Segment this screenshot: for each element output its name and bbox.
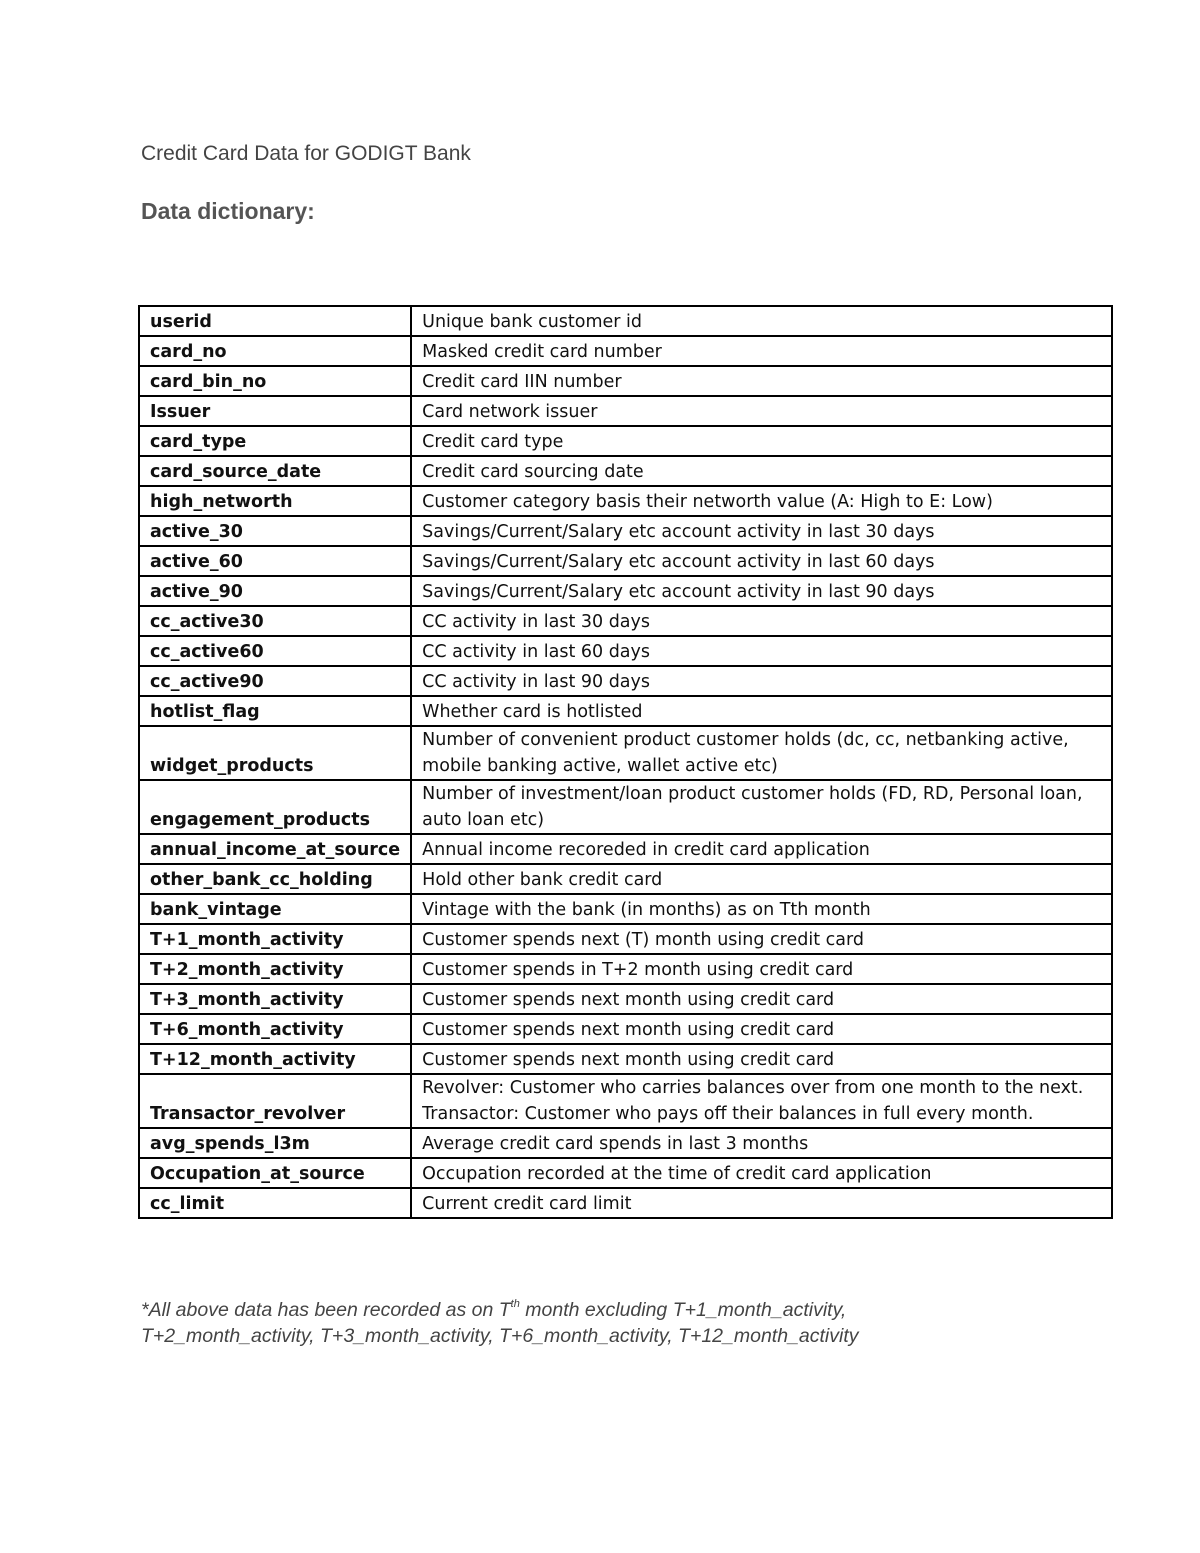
table-row [139, 456, 1112, 486]
description-line: mobile banking active, wallet active etc) [422, 756, 778, 776]
field-description-cell [411, 954, 1112, 984]
field-name-cell: engagement_products [139, 780, 411, 834]
table-row [139, 780, 1112, 834]
field-description-cell [411, 636, 1112, 666]
field-name-cell: cc_active90 [139, 666, 411, 696]
field-name-cell: active_30 [139, 516, 411, 546]
field-name-cell: T+6_month_activity [139, 1014, 411, 1044]
field-description-cell [411, 894, 1112, 924]
description-line: Average credit card spends in last 3 months [422, 1134, 809, 1154]
table-row [139, 516, 1112, 546]
description-line: CC activity in last 30 days [422, 612, 651, 632]
table-row [139, 396, 1112, 426]
description-line: Transactor: Customer who pays off their balances in full every month. [422, 1104, 1034, 1124]
field-description-cell [411, 606, 1112, 636]
field-name-cell: hotlist_flag [139, 696, 411, 726]
table-row [139, 366, 1112, 396]
table-row [139, 1128, 1112, 1158]
description-line: Number of convenient product customer holds (dc, cc, netbanking active, [422, 730, 1069, 750]
field-description-cell [411, 456, 1112, 486]
description-line: Credit card type [422, 432, 564, 452]
description-line: Customer spends in T+2 month using credit card [422, 960, 854, 980]
field-description-cell [411, 924, 1112, 954]
table-row [139, 834, 1112, 864]
description-line: Unique bank customer id [422, 312, 643, 332]
field-description-cell [411, 306, 1112, 336]
table-row [139, 726, 1112, 780]
table-row [139, 546, 1112, 576]
field-description-cell [411, 984, 1112, 1014]
description-line: Vintage with the bank (in months) as on Tth month [422, 900, 871, 920]
field-name-cell: T+2_month_activity [139, 954, 411, 984]
field-description-cell [411, 486, 1112, 516]
field-name-cell: active_60 [139, 546, 411, 576]
table-row [139, 576, 1112, 606]
field-description-cell [411, 666, 1112, 696]
description-line: Customer spends next (T) month using credit card [422, 930, 864, 950]
field-name-cell: bank_vintage [139, 894, 411, 924]
field-name-cell: T+1_month_activity [139, 924, 411, 954]
field-description-cell [411, 1074, 1112, 1128]
field-description-cell [411, 726, 1112, 780]
field-description-cell [411, 576, 1112, 606]
field-name-cell: other_bank_cc_holding [139, 864, 411, 894]
table-row [139, 486, 1112, 516]
table-row [139, 894, 1112, 924]
field-name-cell: Issuer [139, 396, 411, 426]
description-line: Masked credit card number [422, 342, 662, 362]
description-line: Card network issuer [422, 402, 598, 422]
table-row [139, 1044, 1112, 1074]
field-description-cell [411, 336, 1112, 366]
table-row [139, 606, 1112, 636]
field-description-cell [411, 834, 1112, 864]
field-description-cell [411, 546, 1112, 576]
field-name-cell: Occupation_at_source [139, 1158, 411, 1188]
field-description-cell [411, 696, 1112, 726]
field-name-cell: cc_limit [139, 1188, 411, 1218]
field-name-cell: userid [139, 306, 411, 336]
table-row [139, 426, 1112, 456]
footnote-line1-end: month excluding T+1_month_activity, [519, 1299, 847, 1321]
field-name-cell: T+3_month_activity [139, 984, 411, 1014]
description-line: Customer spends next month using credit card [422, 990, 835, 1010]
description-line: Revolver: Customer who carries balances over from one month to the next. [422, 1078, 1084, 1098]
table-row [139, 984, 1112, 1014]
field-name-cell: avg_spends_l3m [139, 1128, 411, 1158]
description-line: Occupation recorded at the time of credit card application [422, 1164, 932, 1184]
field-description-cell [411, 780, 1112, 834]
footnote [141, 1297, 859, 1349]
field-name-cell: card_source_date [139, 456, 411, 486]
field-description-cell [411, 396, 1112, 426]
table-row [139, 924, 1112, 954]
data-dictionary-table [138, 305, 1113, 1219]
description-line: Customer spends next month using credit card [422, 1020, 835, 1040]
description-line: Whether card is hotlisted [422, 702, 643, 722]
field-name-cell: cc_active60 [139, 636, 411, 666]
field-name-cell: active_90 [139, 576, 411, 606]
field-name-cell: card_type [139, 426, 411, 456]
field-description-cell [411, 426, 1112, 456]
field-description-cell [411, 1128, 1112, 1158]
description-line: Savings/Current/Salary etc account activity in last 60 days [422, 552, 935, 572]
description-line: CC activity in last 90 days [422, 672, 651, 692]
description-line: Credit card IIN number [422, 372, 622, 392]
table-row [139, 1158, 1112, 1188]
section-heading: Data dictionary: [141, 198, 315, 224]
field-description-cell [411, 864, 1112, 894]
table-row [139, 954, 1112, 984]
description-line: Current credit card limit [422, 1194, 632, 1214]
field-description-cell [411, 516, 1112, 546]
field-name-cell: card_no [139, 336, 411, 366]
field-description-cell [411, 1014, 1112, 1044]
table-row [139, 1014, 1112, 1044]
field-name-cell: high_networth [139, 486, 411, 516]
field-name-cell: T+12_month_activity [139, 1044, 411, 1074]
footnote-line2: T+2_month_activity, T+3_month_activity, T+6_month_activity, T+12_month_activity [141, 1325, 859, 1347]
table-row [139, 306, 1112, 336]
field-description-cell [411, 1044, 1112, 1074]
table-row [139, 1074, 1112, 1128]
footnote-line1-start: *All above data has been recorded as on T [141, 1299, 511, 1321]
table-row [139, 696, 1112, 726]
description-line: Customer spends next month using credit card [422, 1050, 835, 1070]
table-row [139, 636, 1112, 666]
description-line: Savings/Current/Salary etc account activity in last 90 days [422, 582, 935, 602]
field-description-cell [411, 366, 1112, 396]
description-line: Credit card sourcing date [422, 462, 644, 482]
field-name-cell: Transactor_revolver [139, 1074, 411, 1128]
table-row [139, 1188, 1112, 1218]
description-line: CC activity in last 60 days [422, 642, 651, 662]
description-line: Number of investment/loan product customer holds (FD, RD, Personal loan, [422, 784, 1083, 804]
table-row [139, 336, 1112, 366]
field-name-cell: cc_active30 [139, 606, 411, 636]
description-line: Hold other bank credit card [422, 870, 663, 890]
description-line: Savings/Current/Salary etc account activity in last 30 days [422, 522, 935, 542]
field-name-cell: annual_income_at_source [139, 834, 411, 864]
description-line: Customer category basis their networth value (A: High to E: Low) [422, 492, 993, 512]
field-description-cell [411, 1188, 1112, 1218]
table-row [139, 666, 1112, 696]
field-name-cell: card_bin_no [139, 366, 411, 396]
footnote-superscript: th [510, 1298, 520, 1310]
field-name-cell: widget_products [139, 726, 411, 780]
document-title: Credit Card Data for GODIGT Bank [141, 142, 471, 165]
table-row [139, 864, 1112, 894]
field-description-cell [411, 1158, 1112, 1188]
description-line: auto loan etc) [422, 810, 545, 830]
description-line: Annual income recoreded in credit card application [422, 840, 870, 860]
data-dictionary-body [139, 306, 1112, 1218]
